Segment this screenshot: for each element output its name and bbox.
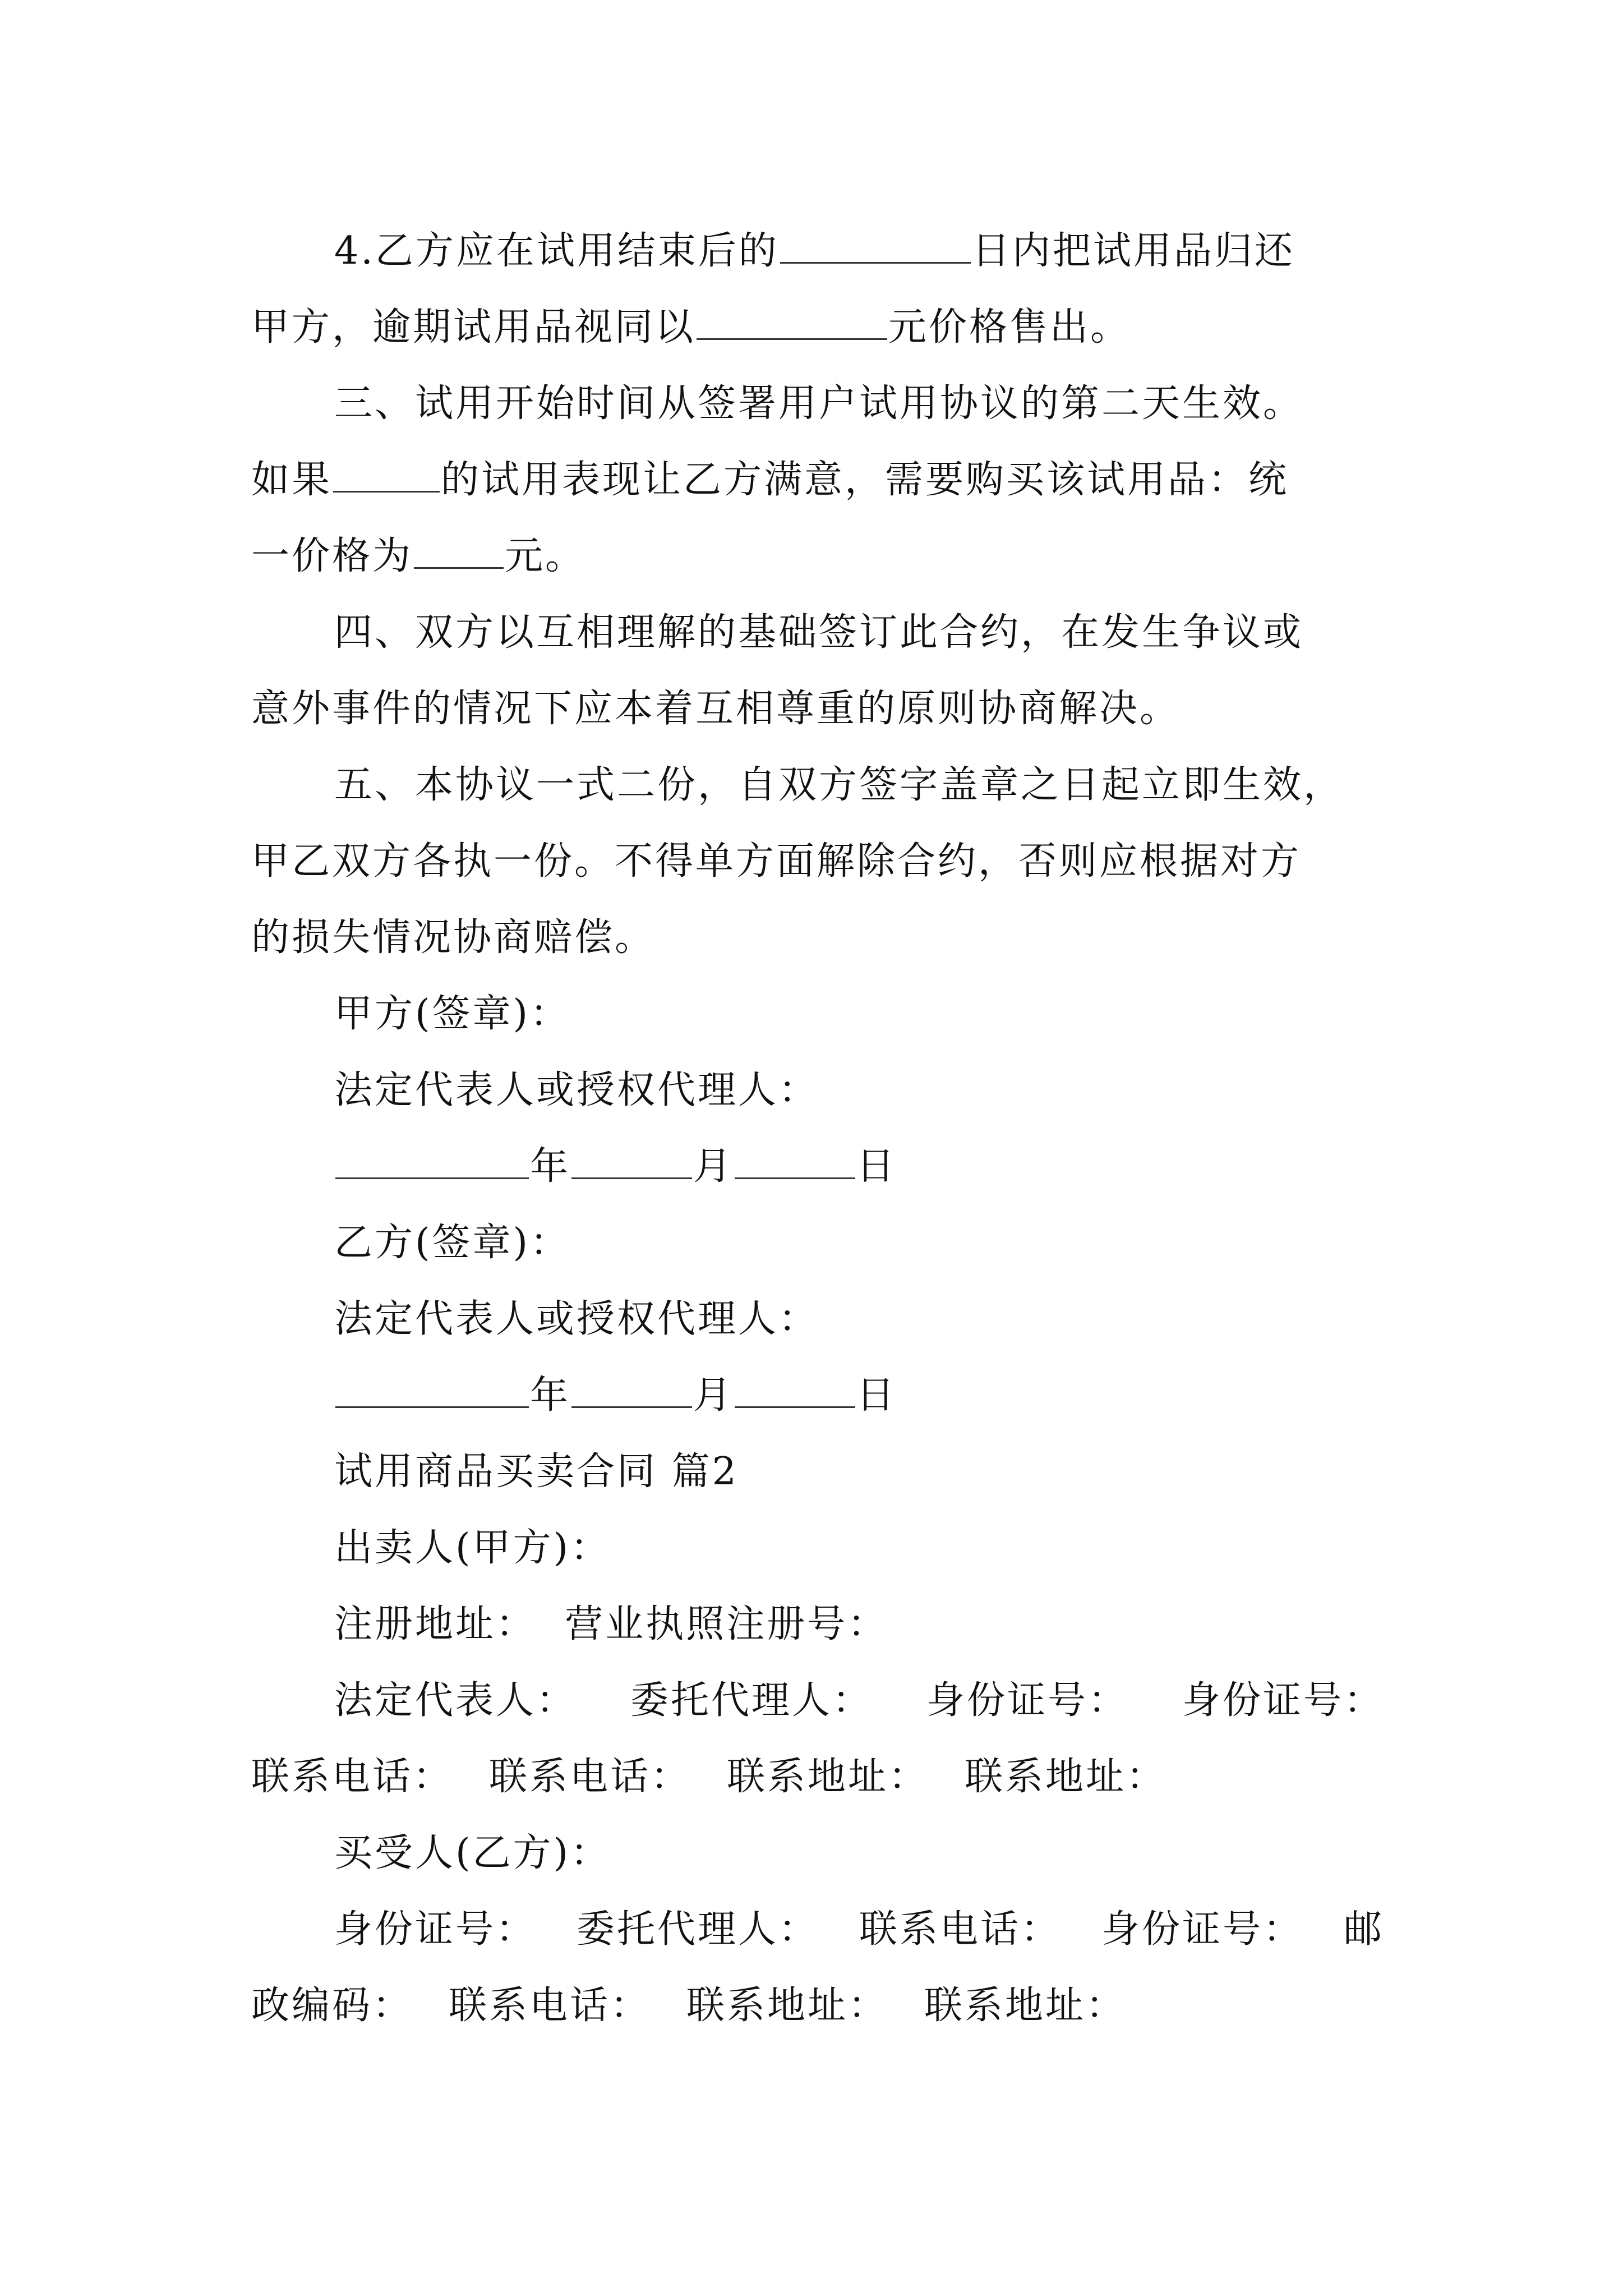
month-label: 月 xyxy=(693,1373,734,1418)
section5-line-1 xyxy=(251,747,1384,823)
section3-line-3 xyxy=(251,518,1384,595)
para4-line-2 xyxy=(251,289,1384,366)
text: 如果 xyxy=(251,458,333,502)
year-label: 年 xyxy=(530,1373,571,1418)
text: 甲乙双方各执一份。不得单方面解除合约，否则应根据对方 xyxy=(251,839,1302,884)
text: 法定代表人或授权代理人： xyxy=(334,1068,819,1112)
seller-contact-line xyxy=(251,1739,1384,1815)
text: 日内把试用品归还 xyxy=(971,229,1295,273)
day-label: 日 xyxy=(856,1144,897,1189)
section5-line-3 xyxy=(251,900,1384,976)
field-label: 委托代理人： xyxy=(630,1678,873,1723)
field-label: 联系地址： xyxy=(924,1984,1127,2028)
text: 乙方(签章)： xyxy=(334,1221,571,1265)
field-label: 联系地址： xyxy=(727,1755,929,1799)
fill-blank xyxy=(780,223,971,264)
text: 法定代表人或授权代理人： xyxy=(334,1297,819,1341)
section4-line-2 xyxy=(251,671,1384,747)
text: 的试用表现让乙方满意，需要购买该试用品：统 xyxy=(441,458,1289,502)
day-label: 日 xyxy=(856,1373,897,1418)
text: 甲方(签章)： xyxy=(334,992,571,1036)
text: 一价格为 xyxy=(251,534,413,578)
year-label: 年 xyxy=(530,1144,571,1189)
fill-blank xyxy=(333,452,440,493)
month-label: 月 xyxy=(693,1144,734,1189)
field-label: 身份证号： xyxy=(1182,1678,1384,1723)
text: 元价格售出。 xyxy=(888,305,1131,349)
year-blank xyxy=(335,1367,529,1408)
field-label: 注册地址： xyxy=(334,1602,537,1646)
section5-line-2 xyxy=(251,823,1384,900)
year-blank xyxy=(335,1138,529,1179)
field-label: 委托代理人： xyxy=(576,1907,819,1952)
buyer-line-2 xyxy=(251,1968,1384,2044)
text: 出卖人(甲方)： xyxy=(334,1526,611,1570)
field-label: 身份证号： xyxy=(334,1907,537,1952)
field-label: 联系地址： xyxy=(965,1755,1167,1799)
text: 试用商品买卖合同 篇2 xyxy=(334,1450,739,1494)
field-label: 联系地址： xyxy=(686,1984,889,2028)
buyer-line-1 xyxy=(251,1892,1384,1968)
seller-registration xyxy=(251,1586,1384,1663)
document-body xyxy=(251,213,1384,2044)
fill-blank xyxy=(414,528,504,569)
text: 三、试用开始时间从签署用户试用协议的第二天生效。 xyxy=(334,381,1304,426)
fill-blank xyxy=(697,299,887,340)
text: 甲方，逾期试用品视同以 xyxy=(251,305,696,349)
text: 买受人(乙方)： xyxy=(334,1831,611,1875)
text: 元。 xyxy=(505,534,586,578)
section4-line-1 xyxy=(251,595,1384,671)
para4-line-1 xyxy=(251,213,1384,289)
field-label: 身份证号： xyxy=(1101,1907,1303,1952)
section-title xyxy=(251,1434,1384,1510)
text: 意外事件的情况下应本着互相尊重的原则协商解决。 xyxy=(251,687,1181,731)
text: 四、双方以互相理解的基础签订此合约，在发生争议或 xyxy=(334,610,1304,655)
month-blank xyxy=(571,1138,692,1179)
text: 五、本协议一式二份，自双方签字盖章之日起立即生效， xyxy=(334,763,1344,807)
party-a-representative xyxy=(251,1052,1384,1129)
party-b-representative xyxy=(251,1281,1384,1358)
text: 的损失情况协商赔偿。 xyxy=(251,915,656,960)
party-a-date xyxy=(251,1129,1384,1205)
section3-line-2 xyxy=(251,442,1384,518)
party-b-date xyxy=(251,1358,1384,1434)
day-blank xyxy=(735,1367,855,1408)
field-label: 法定代表人： xyxy=(334,1678,577,1723)
text: 4.乙方应在试用结束后的 xyxy=(334,229,779,273)
party-a-signature xyxy=(251,976,1384,1052)
field-label: 联系电话： xyxy=(449,1984,651,2028)
buyer-heading xyxy=(251,1815,1384,1892)
field-label: 营业执照注册号： xyxy=(565,1602,888,1646)
field-label: 邮 xyxy=(1343,1907,1384,1952)
field-label: 联系电话： xyxy=(859,1907,1061,1952)
field-label: 联系电话： xyxy=(489,1755,691,1799)
party-b-signature xyxy=(251,1205,1384,1281)
field-label: 身份证号： xyxy=(926,1678,1128,1723)
field-label: 联系电话： xyxy=(251,1755,454,1799)
field-label: 政编码： xyxy=(251,1984,413,2028)
seller-representative-line xyxy=(251,1663,1384,1739)
seller-heading xyxy=(251,1510,1384,1586)
section3-line-1 xyxy=(251,366,1384,442)
day-blank xyxy=(735,1138,855,1179)
month-blank xyxy=(571,1367,692,1408)
